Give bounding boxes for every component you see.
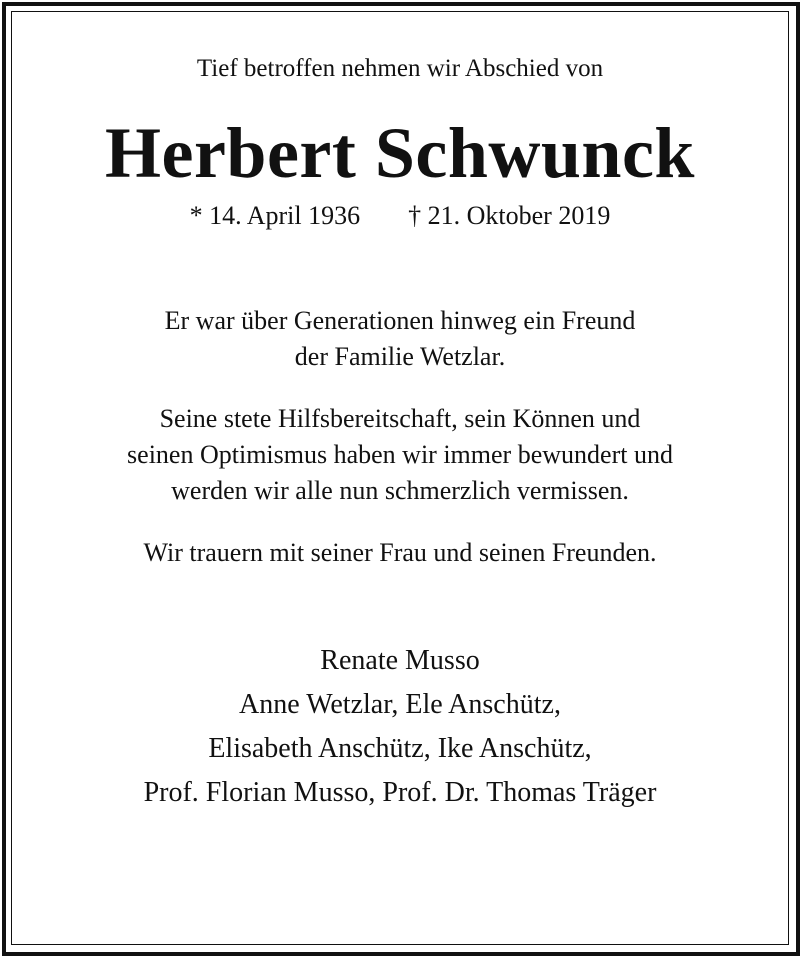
paragraph-mourning bbox=[11, 535, 789, 571]
life-dates bbox=[11, 199, 789, 233]
paragraph-line: Seine stete Hilfsbereitschaft, sein Können und bbox=[159, 404, 641, 433]
paragraph-friendship bbox=[11, 303, 789, 375]
death-date: † 21. Oktober 2019 bbox=[408, 201, 611, 230]
intro-line: Tief betroffen nehmen wir Abschied von bbox=[196, 55, 604, 82]
paragraph-line: der Familie Wetzlar. bbox=[294, 342, 506, 371]
paragraph-line: seinen Optimismus haben wir immer bewundert und bbox=[127, 440, 673, 469]
paragraph-line: Wir trauern mit seiner Frau und seinen Freunden. bbox=[143, 538, 657, 567]
deceased-name: Herbert Schwunck bbox=[105, 113, 695, 193]
signer-line: Renate Musso bbox=[320, 645, 480, 676]
signers-list bbox=[11, 639, 789, 815]
birth-date: * 14. April 1936 bbox=[189, 201, 361, 230]
paragraph-line: werden wir alle nun schmerzlich vermissen. bbox=[171, 476, 629, 505]
signer-line: Prof. Florian Musso, Prof. Dr. Thomas Träger bbox=[143, 777, 657, 808]
signer-line: Elisabeth Anschütz, Ike Anschütz, bbox=[208, 733, 592, 764]
obituary-notice bbox=[11, 11, 789, 815]
paragraph-line: Er war über Generationen hinweg ein Freund bbox=[164, 306, 636, 335]
paragraph-tribute bbox=[11, 401, 789, 509]
signer-line: Anne Wetzlar, Ele Anschütz, bbox=[239, 689, 561, 720]
